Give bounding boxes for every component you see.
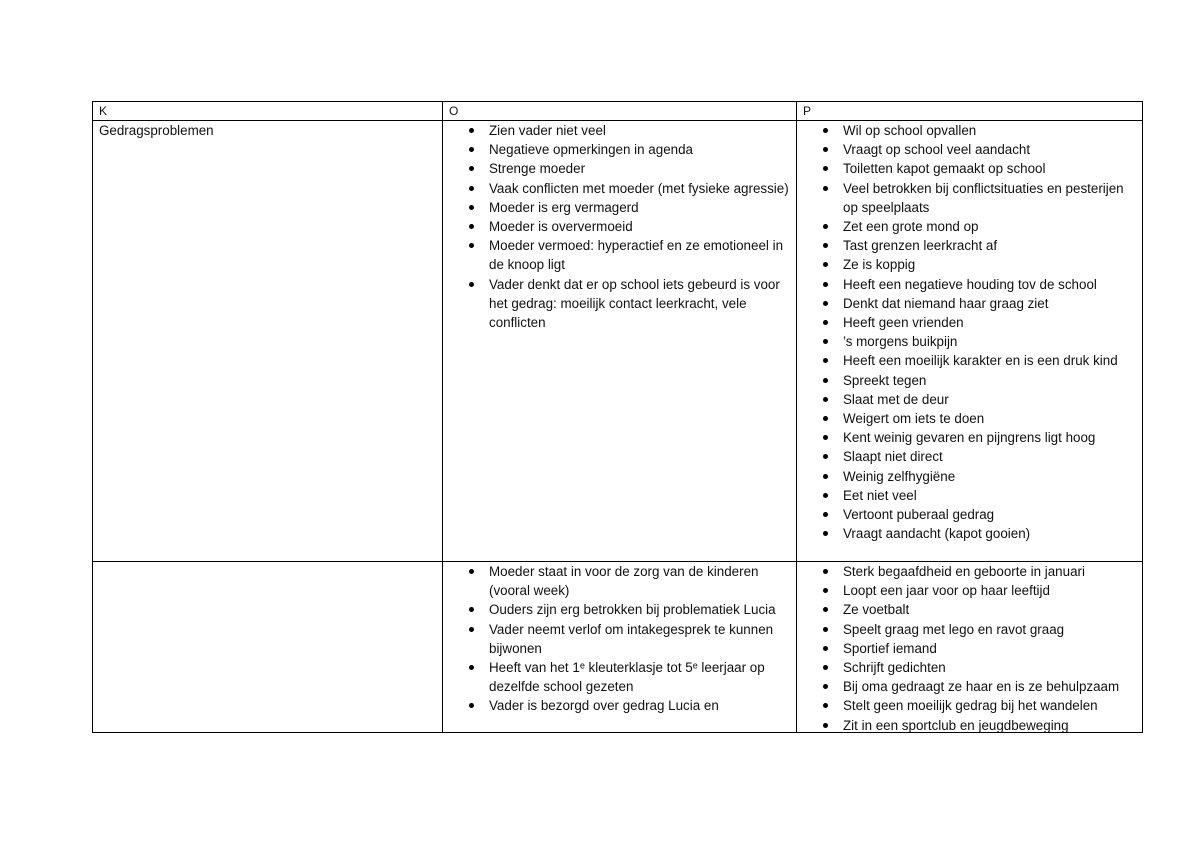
cell-p xyxy=(797,562,1143,733)
list-item: Heeft een moeilijk karakter en is een druk kind xyxy=(843,351,1136,370)
header-p: P xyxy=(797,102,1143,121)
list-item: Schrijft gedichten xyxy=(843,658,1136,677)
list-item: Vader denkt dat er op school iets gebeurd is voor het gedrag: moeilijk contact leerkracht, vele conflicten xyxy=(489,275,790,333)
bullet-list xyxy=(803,562,1136,732)
list-item: Zet een grote mond op xyxy=(843,217,1136,236)
list-item: Stelt geen moeilijk gedrag bij het wandelen xyxy=(843,696,1136,715)
list-item: Heeft van het 1ᵉ kleuterklasje tot 5ᵉ leerjaar op dezelfde school gezeten xyxy=(489,658,790,696)
list-item: Weigert om iets te doen xyxy=(843,409,1136,428)
list-item: Ze voetbalt xyxy=(843,600,1136,619)
header-o: O xyxy=(443,102,797,121)
list-item: Zien vader niet veel xyxy=(489,121,790,140)
list-item: Vader neemt verlof om intakegesprek te kunnen bijwonen xyxy=(489,620,790,658)
list-item: Speelt graag met lego en ravot graag xyxy=(843,620,1136,639)
cell-o xyxy=(443,562,797,733)
list-item: Tast grenzen leerkracht af xyxy=(843,236,1136,255)
list-item: Loopt een jaar voor op haar leeftijd xyxy=(843,581,1136,600)
list-item: Denkt dat niemand haar graag ziet xyxy=(843,294,1136,313)
list-item: Sterk begaafdheid en geboorte in januari xyxy=(843,562,1136,581)
bullet-list xyxy=(803,121,1136,543)
list-item: Moeder is oververmoeid xyxy=(489,217,790,236)
list-item: Bij oma gedraagt ze haar en is ze behulpzaam xyxy=(843,677,1136,696)
list-item: Slaapt niet direct xyxy=(843,447,1136,466)
category-label: Gedragsproblemen xyxy=(99,123,214,138)
header-row xyxy=(93,102,1143,121)
list-item: Vaak conflicten met moeder (met fysieke agressie) xyxy=(489,179,790,198)
list-item: Veel betrokken bij conflictsituaties en pesterijen op speelplaats xyxy=(843,179,1136,217)
bullet-list xyxy=(449,562,790,716)
table-row xyxy=(93,121,1143,562)
list-item: Vertoont puberaal gedrag xyxy=(843,505,1136,524)
list-item: Vader is bezorgd over gedrag Lucia en xyxy=(489,696,790,715)
cell-k xyxy=(93,562,443,733)
cell-k xyxy=(93,121,443,562)
list-item: ’s morgens buikpijn xyxy=(843,332,1136,351)
list-item: Sportief iemand xyxy=(843,639,1136,658)
list-item: Wil op school opvallen xyxy=(843,121,1136,140)
list-item: Vraagt aandacht (kapot gooien) xyxy=(843,524,1136,543)
list-item: Negatieve opmerkingen in agenda xyxy=(489,140,790,159)
table-row xyxy=(93,562,1143,733)
list-item: Moeder vermoed: hyperactief en ze emotioneel in de knoop ligt xyxy=(489,236,790,274)
cell-o xyxy=(443,121,797,562)
list-item: Ouders zijn erg betrokken bij problematiek Lucia xyxy=(489,600,790,619)
bullet-list xyxy=(449,121,790,332)
list-item: Spreekt tegen xyxy=(843,371,1136,390)
list-item: Weinig zelfhygiëne xyxy=(843,467,1136,486)
list-item: Zit in een sportclub en jeugdbeweging xyxy=(843,716,1136,732)
list-item: Eet niet veel xyxy=(843,486,1136,505)
list-item: Moeder is erg vermagerd xyxy=(489,198,790,217)
list-item: Heeft een negatieve houding tov de school xyxy=(843,275,1136,294)
list-item: Heeft geen vrienden xyxy=(843,313,1136,332)
list-item: Vraagt op school veel aandacht xyxy=(843,140,1136,159)
list-item: Slaat met de deur xyxy=(843,390,1136,409)
list-item: Strenge moeder xyxy=(489,159,790,178)
list-item: Kent weinig gevaren en pijngrens ligt hoog xyxy=(843,428,1136,447)
list-item: Ze is koppig xyxy=(843,255,1136,274)
list-item: Toiletten kapot gemaakt op school xyxy=(843,159,1136,178)
cell-p xyxy=(797,121,1143,562)
header-k: K xyxy=(93,102,443,121)
list-item: Moeder staat in voor de zorg van de kinderen (vooral week) xyxy=(489,562,790,600)
kop-table xyxy=(92,101,1143,733)
